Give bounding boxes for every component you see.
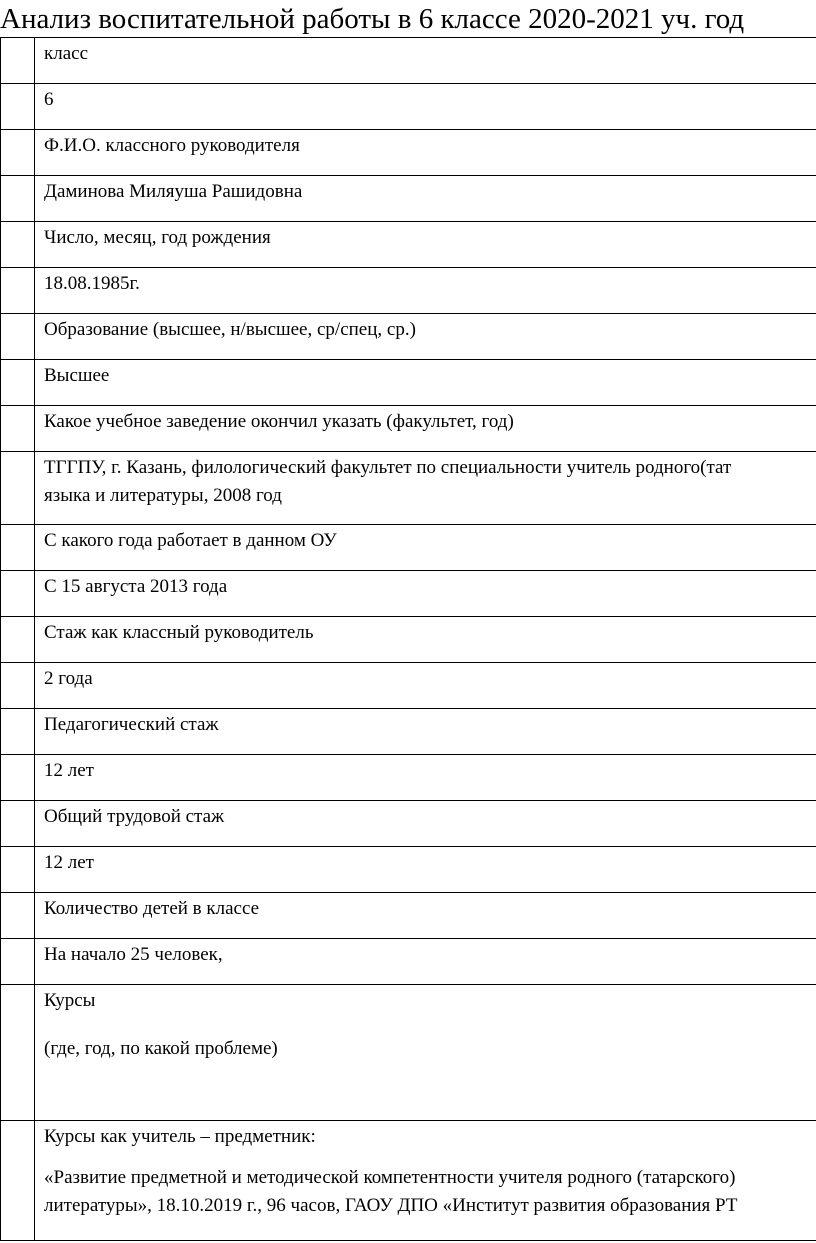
table-row-border (0, 524, 816, 525)
table-cell-line: Ф.И.О. классного руководителя (44, 135, 300, 156)
table-cell-line: С какого года работает в данном ОУ (44, 530, 337, 551)
table-row-border (0, 984, 816, 985)
table-cell-line: 12 лет (44, 852, 94, 873)
table-cell-line: Образование (высшее, н/высшее, ср/спец, ср.) (44, 319, 416, 340)
table-cell-line: класс (44, 43, 89, 64)
table-cell-line: Какое учебное заведение окончил указать (факультет, год) (44, 411, 514, 432)
table-row-border (0, 662, 816, 663)
table-row-border (0, 570, 816, 571)
table-row-border (0, 616, 816, 617)
table-row-border (0, 754, 816, 755)
table-cell-line: языка и литературы, 2008 год (44, 485, 282, 506)
table-cell-line: «Развитие предметной и методической компетентности учителя родного (татарского) (44, 1167, 736, 1188)
table-row-border (0, 405, 816, 406)
table-row-border (0, 175, 816, 176)
table-cell-line: (где, год, по какой проблеме) (44, 1038, 278, 1059)
table-cell-line: Общий трудовой стаж (44, 806, 225, 827)
table-row-border (0, 221, 816, 222)
table-row-border (0, 892, 816, 893)
table-row-border (0, 1120, 816, 1121)
table-cell-line: 18.08.1985г. (44, 273, 140, 294)
table-cell-line: Количество детей в классе (44, 898, 260, 919)
table-cell-line: Стаж как классный руководитель (44, 622, 314, 643)
table-row-border (0, 938, 816, 939)
table-row-border (0, 1240, 816, 1241)
table-row-border (0, 846, 816, 847)
table-cell-line: 2 года (44, 668, 93, 689)
table-row-border (0, 313, 816, 314)
table-cell-line: 12 лет (44, 760, 94, 781)
table-cell-line: Даминова Миляуша Рашидовна (44, 181, 303, 202)
page-title: Анализ воспитательной работы в 6 классе 2020-2021 уч. год (0, 3, 745, 35)
table-row-border (0, 800, 816, 801)
table-row-border (0, 708, 816, 709)
table-row-border (0, 129, 816, 130)
table-cell-line: литературы», 18.10.2019 г., 96 часов, ГАОУ ДПО «Институт развития образования РТ (44, 1195, 738, 1216)
table-row-border (0, 267, 816, 268)
table-cell-line: Педагогический стаж (44, 714, 219, 735)
table-cell-line: Курсы как учитель – предметник: (44, 1126, 316, 1147)
table-left-border (0, 37, 1, 1240)
table-cell-line: Высшее (44, 365, 110, 386)
table-cell-line: Число, месяц, год рождения (44, 227, 271, 248)
table-row-border (0, 451, 816, 452)
table-row-border (0, 37, 816, 38)
table-cell-line: 6 (44, 89, 54, 110)
table-cell-line: С 15 августа 2013 года (44, 576, 228, 597)
table-column-divider (34, 37, 35, 1240)
table-cell-line: ТГГПУ, г. Казань, филологический факультет по специальности учитель родного(тат (44, 457, 732, 478)
table-row-border (0, 359, 816, 360)
table-row-border (0, 83, 816, 84)
table-cell-line: На начало 25 человек, (44, 944, 223, 965)
table-cell-line: Курсы (44, 990, 96, 1011)
